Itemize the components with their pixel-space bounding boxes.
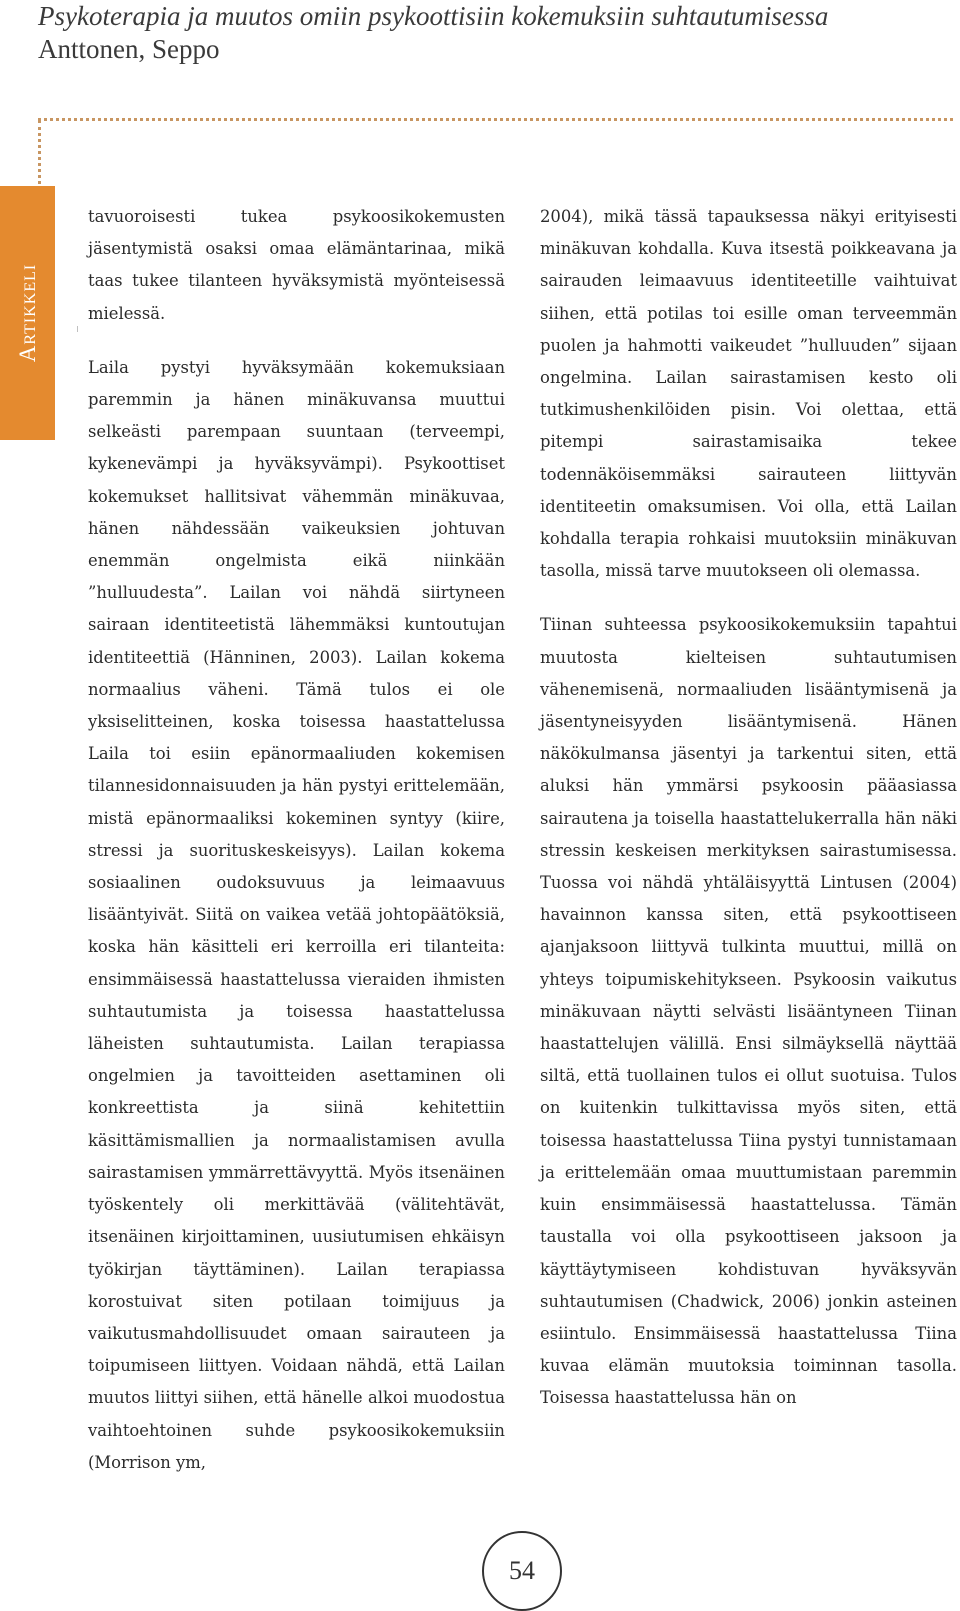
right-column <box>540 201 957 1415</box>
dotted-rule-vertical <box>38 120 41 184</box>
running-title: Psykoterapia ja muutos omiin psykoottisiin kokemuksiin suhtautumisessa <box>38 1 829 31</box>
dotted-rule-horizontal <box>38 118 953 121</box>
margin-mark <box>77 326 78 332</box>
left-column <box>88 201 505 1479</box>
paragraph: Tiinan suhteessa psykoosikokemuksiin tapahtui muutosta kielteisen suhtautumisen vähenemisenä, normaaliuden lisääntymisenä ja jäsentyneisyyden lisääntymisenä. Hänen näkökulmansa jäsentyi ja tarkentui siten, että aluksi hän ymmärsi psykoosin pääasiassa sairautena ja toisella haastattelukerralla hän näki stressin keskeisen merkityksen sairastumisessa. Tuossa voi nähdä yhtäläisyyttä Lintusen (2004) havainnon kanssa siten, että psykoottiseen ajanjaksoon liittyvä tulkinta muuttui, millä on yhteys toipumiskehitykseen. Psykoosin vaikutus minäkuvaan näytti selvästi lisääntyneen Tiinan haastattelujen välillä. Ensi silmäyksellä näyttää siltä, että tuollainen tulos ei ollut suotuisa. Tulos on kuitenkin tulkittavissa myös siten, että toisessa haastattelussa Tiina pystyi tunnistamaan ja erittelemään omaa muuttumistaan paremmin kuin ensimmäisessä haastattelussa. Tämän taustalla voi olla psykoottiseen jaksoon ja käyttäytymiseen kohdistuvan hyväksyvän suhtautumisen (Chadwick, 2006) jonkin asteinen esiintulo. Ensimmäisessä haastattelussa Tiina kuvaa elämän muutoksia toiminnan tasolla. Toisessa haastattelussa hän on <box>540 615 957 1408</box>
section-tab <box>0 186 55 440</box>
paragraph: 2004), mikä tässä tapauksessa näkyi erityisesti minäkuvan kohdalla. Kuva itsestä poikkeavana ja sairauden leimaavuus identiteetille vaihtuivat siihen, että potilas toi esille oman terveemmän puolen ja hahmotti vaikeudet ”hulluuden” sijaan ongelmina. Lailan sairastamisen kesto oli tutkimushenkilöiden pisin. Voi olettaa, että pitempi sairastamisaika tekee todennäköisemmäksi sairauteen liittyvän identiteetin omaksumisen. Voi olla, että Lailan kohdalla terapia rohkaisi muutoksiin minäkuvan tasolla, missä tarve muutokseen oli olemassa. <box>540 207 957 581</box>
section-tab-label: Artikkeli <box>14 263 40 363</box>
paragraph: tavuoroisesti tukea psykoosikokemusten jäsentymistä osaksi omaa elämäntarinaa, mikä taas tukee tilanteen hyväksymistä myönteisessä mielessä. <box>88 207 505 323</box>
paragraph: Laila pystyi hyväksymään kokemuksiaan paremmin ja hänen minäkuvansa muuttui selkeästi parempaan suuntaan (terveempi, kykenevämpi ja hyväksyvämpi). Psykoottiset kokemukset hallitsivat vähemmän minäkuvaa, hänen nähdessään vaikeuksien johtuvan enemmän ongelmista eikä niinkään ”hulluudesta”. Lailan voi nähdä siirtyneen sairaan identiteetistä lähemmäksi kuntoutujan identiteettiä (Hänninen, 2003). Lailan kokema normaalius väheni. Tämä tulos ei ole yksiselitteinen, koska toisessa haastattelussa Laila toi esiin epänormaaliuden kokemisen tilannesidonnaisuuden ja hän pystyi erittelemään, mistä epänormaaliksi kokeminen syntyy (kiire, stressi ja suorituskeskeisyys). Lailan kokema sosiaalinen oudoksuvuus ja leimaavuus lisääntyivät. Siitä on vaikea vetää johtopäätöksiä, koska hän käsitteli eri kerroilla eri tilanteita: ensimmäisessä haastattelussa vieraiden ihmisten suhtautumista ja toisessa haastattelussa läheisten suhtautumista. Lailan terapiassa ongelmien ja tavoitteiden asettaminen oli konkreettista ja siinä kehitettiin käsittämismallien ja normaalistamisen avulla sairastamisen ymmärrettävyyttä. Myös itsenäinen työskentely oli merkittävää (välitehtävät, itsenäinen kirjoittaminen, uusiutumisen ehkäisyn työkirjan täyttäminen). Lailan terapiassa korostuivat siten potilaan toimijuus ja vaikutusmahdollisuudet omaan sairauteen ja toipumiseen liittyen. Voidaan nähdä, että Lailan muutos liittyi siihen, että hänelle alkoi muodostua vaihtoehtoinen suhde psykoosikokemuksiin (Morrison ym, <box>88 357 505 1472</box>
running-author: Anttonen, Seppo <box>38 34 220 64</box>
page-number: 54 <box>482 1531 562 1611</box>
